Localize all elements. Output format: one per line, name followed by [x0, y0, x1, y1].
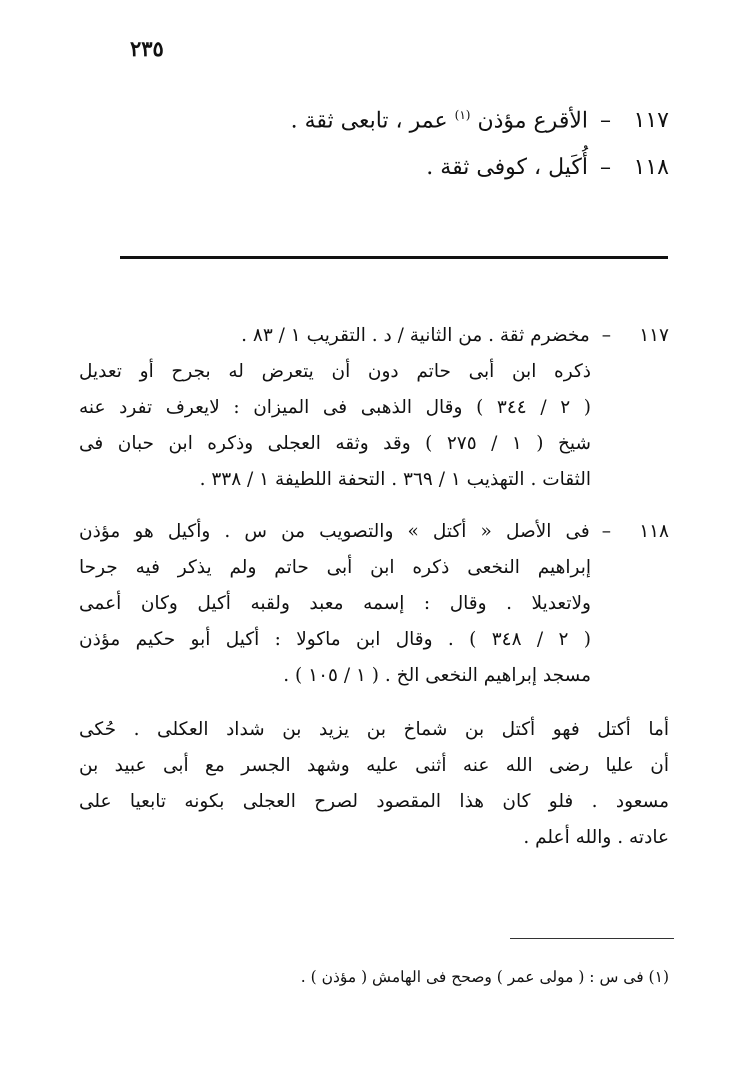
- note-line: ولاتعديلا . وقال : إسمه معبد ولقبه أكيل وكان أعمى: [79, 593, 591, 614]
- note-number: ١١٨: [639, 521, 669, 542]
- note-line: ( ٢ / ٣٤٨ ) . وقال ابن ماكولا : أكيل أبو حكيم مؤذن: [79, 629, 591, 650]
- note-118: [79, 514, 669, 694]
- note-line-text: فى الأصل « أكتل » والتصويب من س . وأكيل هو مؤذن: [79, 521, 590, 542]
- footnote-divider: [510, 938, 674, 939]
- note-line: الثقات . التهذيب ١ / ٣٦٩ . التحفة اللطيفة ١ / ٣٣٨ .: [199, 469, 591, 490]
- note-117: [79, 318, 669, 498]
- page-number: ٢٣٥: [130, 36, 164, 61]
- commentary-paragraph: [79, 712, 669, 856]
- entry-118: ١١٨–أُكَيل ، كوفى ثقة .: [426, 155, 669, 180]
- paragraph-line: أن عليا رضى الله عنه أثنى عليه وشهد الجسر مع أبى عبيد بن: [79, 755, 669, 776]
- entry-text-rest: عمر ، تابعى ثقة .: [290, 108, 448, 134]
- entry-number: ١١٨: [633, 155, 669, 180]
- note-line: ١١٨–فى الأصل « أكتل » والتصويب من س . وأكيل هو مؤذن: [79, 514, 669, 550]
- section-divider: [120, 256, 668, 259]
- footnote-ref[interactable]: (١): [454, 108, 471, 122]
- note-line: مسجد إبراهيم النخعى الخ . ( ١ / ١٠٥ ) .: [283, 665, 591, 686]
- note-line: ذكره ابن أبى حاتم دون أن يتعرض له بجرح أو تعديل: [79, 361, 591, 382]
- entry-117: ١١٧–الأقرع مؤذن $^{(١)}$ عمر ، تابعى ثقة .: [290, 108, 669, 134]
- entry-number: ١١٧: [633, 108, 669, 134]
- paragraph-line: أما أكتل فهو أكتل بن شماخ بن يزيد بن شداد العكلى . حُكى: [79, 719, 669, 740]
- note-line: شيخ ( ١ / ٢٧٥ ) وقد وثقه العجلى وذكره ابن حبان فى: [79, 433, 591, 454]
- note-line-text: مخضرم ثقة . من الثانية / د . التقريب ١ / ٨٣ .: [241, 325, 590, 346]
- paragraph-line: مسعود . فلو كان هذا المقصود لصرح العجلى بكونه تابعيا على: [79, 791, 669, 812]
- note-line: ١١٧–مخضرم ثقة . من الثانية / د . التقريب ١ / ٨٣ .: [79, 318, 669, 354]
- note-line: ( ٢ / ٣٤٤ ) وقال الذهبى فى الميزان : لايعرف تفرد عنه: [79, 397, 591, 418]
- note-line: إبراهيم النخعى ذكره ابن أبى حاتم ولم يذكر فيه جرحا: [79, 557, 591, 578]
- entry-text: الأقرع مؤذن: [477, 108, 588, 134]
- paragraph-line: عادته . والله أعلم .: [523, 827, 669, 848]
- footnote: (١) فى س : ( مولى عمر ) وصحح فى الهامش ( مؤذن ) .: [300, 968, 669, 986]
- note-number: ١١٧: [639, 325, 669, 346]
- entry-text: أُكَيل ، كوفى ثقة .: [426, 155, 588, 180]
